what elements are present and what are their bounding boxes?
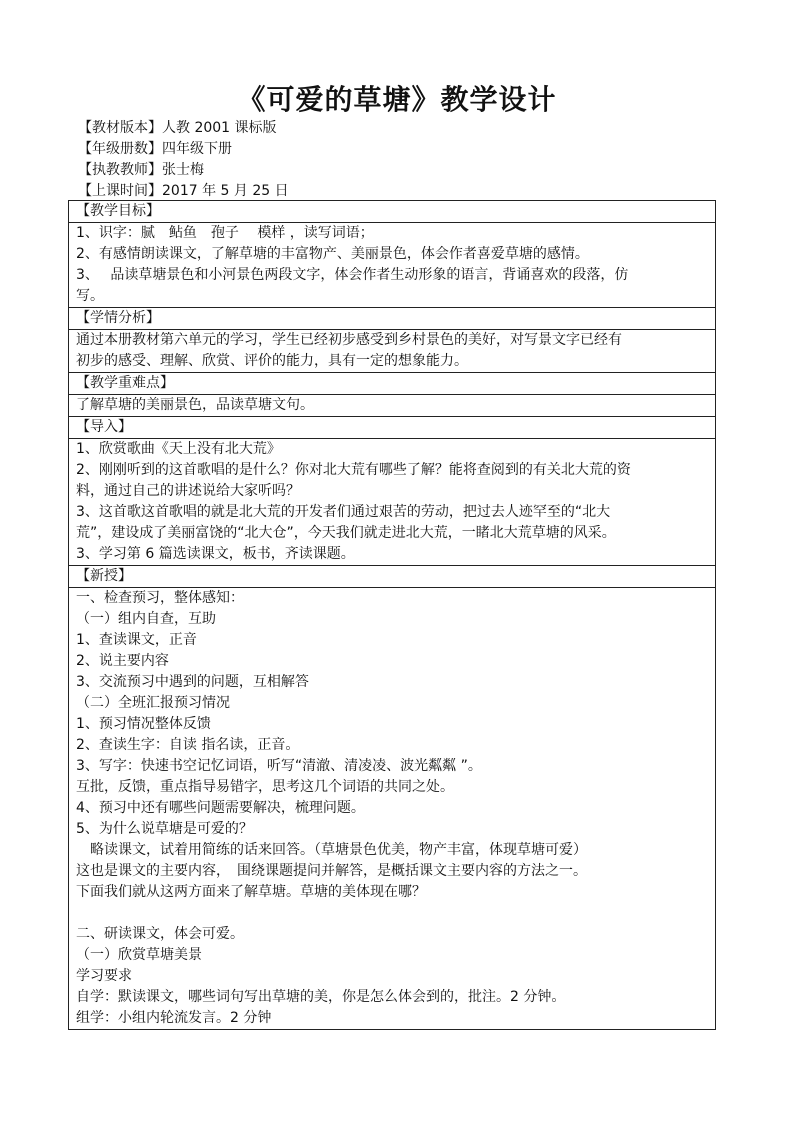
blank-line xyxy=(76,903,709,924)
meta-teacher: 【执教教师】张士梅 xyxy=(78,162,204,178)
text-line: 3、交流预习中遇到的问题，互相解答 xyxy=(76,674,309,690)
section-heading-row xyxy=(69,373,716,395)
text-line: 通过本册教材第六单元的学习，学生已经初步感受到乡村景色的美好，对写景文字已经有 xyxy=(76,332,622,348)
text-line: 2、刚刚听到的这首歌唱的是什么？你对北大荒有哪些了解？能将查阅到的有关北大荒的资 xyxy=(76,462,631,478)
section-heading-introduction: 【导入】 xyxy=(69,417,716,439)
text-line: 一、检查预习，整体感知： xyxy=(76,590,244,606)
section-body-row xyxy=(69,588,716,1030)
section-body-new-lesson xyxy=(69,588,716,1030)
text-line: 荒”，建设成了美丽富饶的“北大仓”，今天我们就走进北大荒，一睹北大荒草塘的风采。 xyxy=(76,525,616,541)
section-heading-objectives: 【教学目标】 xyxy=(69,201,716,223)
section-heading-row xyxy=(69,417,716,439)
section-heading-row xyxy=(69,308,716,330)
text-line: 初步的感受、理解、欣赏、评价的能力，具有一定的想象能力。 xyxy=(76,353,468,369)
section-body-row xyxy=(69,439,716,566)
text-line: 自学：默读课文，哪些词句写出草塘的美，你是怎么体会到的，批注。2 分钟。 xyxy=(76,989,566,1005)
section-body-key-points xyxy=(69,395,716,417)
text-line: 组学：小组内轮流发言。2 分钟 xyxy=(76,1010,272,1026)
text-line: （二）全班汇报预习情况 xyxy=(76,695,230,711)
text-line: 5、为什么说草塘是可爱的？ xyxy=(76,821,253,837)
text-line: 2、有感情朗读课文，了解草塘的丰富物产、美丽景色，体会作者喜爱草塘的感情。 xyxy=(76,246,589,262)
section-heading-row xyxy=(69,566,716,588)
section-body-student-analysis xyxy=(69,330,716,373)
text-line: 2、查读生字：自读 指名读，正音。 xyxy=(76,737,300,753)
section-body-objectives xyxy=(69,223,716,308)
text-line: 下面我们就从这两方面来了解草塘。草塘的美体现在哪？ xyxy=(76,884,426,900)
section-body-row xyxy=(69,223,716,308)
section-heading-row xyxy=(69,201,716,223)
lesson-meta xyxy=(78,118,289,202)
text-line: （一）欣赏草塘美景 xyxy=(76,947,202,963)
text-line: 1、欣赏歌曲《天上没有北大荒》 xyxy=(76,441,281,457)
section-heading-new-lesson: 【新授】 xyxy=(69,566,716,588)
text-line: 3、写字：快速书空记忆词语，听写“清澈、清凌凌、波光粼粼 ”。 xyxy=(76,758,482,774)
meta-grade: 【年级册数】四年级下册 xyxy=(78,141,232,157)
text-line: 了解草塘的美丽景色，品读草塘文句。 xyxy=(76,397,314,413)
text-line: 二、研读课文，体会可爱。 xyxy=(76,926,244,942)
text-line: 3、 品读草塘景色和小河景色两段文字，体会作者生动形象的语言，背诵喜欢的段落，仿 xyxy=(76,267,629,283)
text-line: 1、预习情况整体反馈 xyxy=(76,716,211,732)
text-line: 1、查读课文，正音 xyxy=(76,632,197,648)
section-heading-student-analysis: 【学情分析】 xyxy=(69,308,716,330)
meta-class-time: 【上课时间】2017 年 5 月 25 日 xyxy=(78,183,289,199)
text-line: 2、说主要内容 xyxy=(76,653,169,669)
section-body-row xyxy=(69,330,716,373)
section-body-row xyxy=(69,395,716,417)
meta-textbook-version: 【教材版本】人教 2001 课标版 xyxy=(78,120,277,136)
document-title: 《可爱的草塘》教学设计 xyxy=(237,83,557,116)
text-line: 互批，反馈，重点指导易错字，思考这几个词语的共同之处。 xyxy=(76,779,454,795)
text-line: 1、识字：腻 鲇鱼 孢子 模样 ，读写词语； xyxy=(76,225,374,241)
text-line: （一）组内自查，互助 xyxy=(76,611,216,627)
text-line: 4、预习中还有哪些问题需要解决，梳理问题。 xyxy=(76,800,365,816)
text-line: 写。 xyxy=(76,288,104,304)
text-line: 3、学习第 6 篇选读课文，板书，齐读课题。 xyxy=(76,546,355,562)
lesson-plan-table xyxy=(68,200,716,1030)
text-line: 略读课文，试着用简练的话来回答。（草塘景色优美，物产丰富，体现草塘可爱） xyxy=(76,842,587,858)
section-body-introduction xyxy=(69,439,716,566)
text-line: 料，通过自己的讲述说给大家听吗？ xyxy=(76,483,300,499)
text-line: 3、这首歌这首歌唱的就是北大荒的开发者们通过艰苦的劳动，把过去人迹罕至的“北大 xyxy=(76,504,611,520)
text-line: 学习要求 xyxy=(76,968,132,984)
text-line: 这也是课文的主要内容， 围绕课题提问并解答，是概括课文主要内容的方法之一。 xyxy=(76,863,587,879)
section-heading-key-points: 【教学重难点】 xyxy=(69,373,716,395)
